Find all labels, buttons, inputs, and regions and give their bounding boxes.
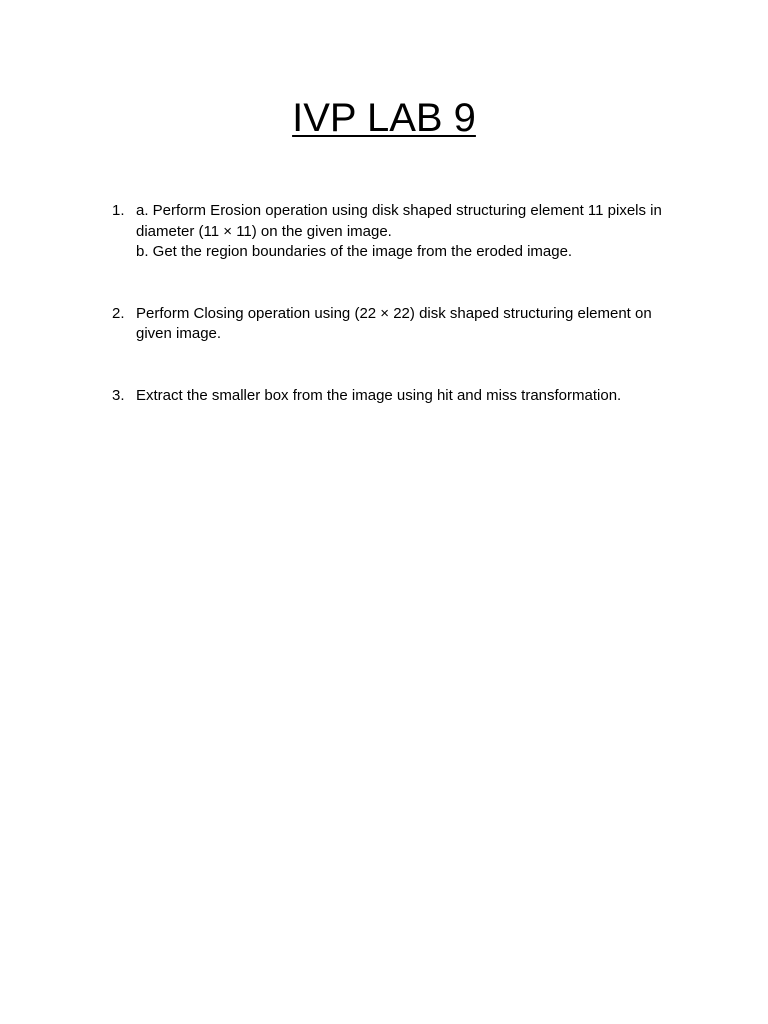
page-title-text: IVP LAB 9	[292, 96, 476, 140]
question-number: 2.	[112, 304, 125, 322]
question-text: a. Perform Erosion operation using disk shaped structuring element 11 pixels in diameter (11 × 11) on the given image.	[136, 202, 662, 240]
question-list	[112, 201, 672, 406]
question-number: 3.	[112, 386, 125, 404]
question-1	[112, 201, 672, 263]
question-text: b. Get the region boundaries of the image from the eroded image.	[136, 243, 573, 260]
page-title	[0, 94, 768, 142]
question-2	[112, 304, 672, 345]
question-3	[112, 386, 672, 407]
question-text: Extract the smaller box from the image using hit and miss transformation.	[136, 386, 622, 404]
question-number: 1.	[112, 202, 125, 219]
question-text: Perform Closing operation using (22 × 22) disk shaped structuring element on given image.	[136, 304, 652, 342]
